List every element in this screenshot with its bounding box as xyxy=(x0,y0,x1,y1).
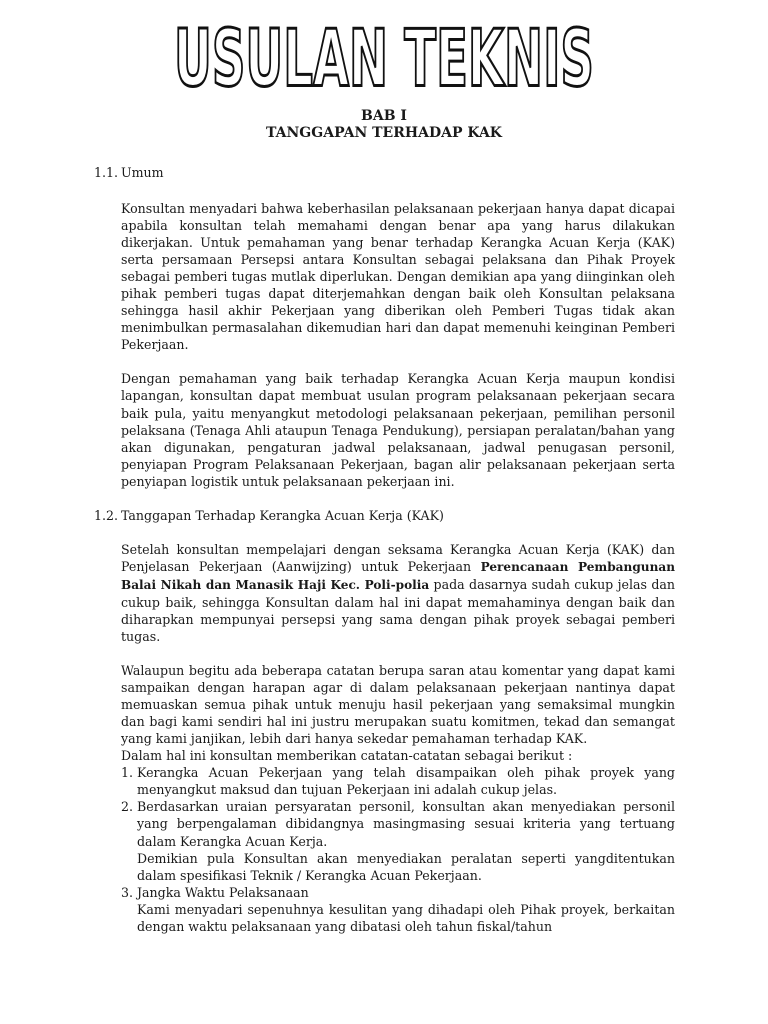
list-marker: 2. xyxy=(121,799,134,815)
list-intro: Dalam hal ini konsultan memberikan catatan-catatan sebagai berikut : xyxy=(121,748,573,764)
list-item xyxy=(121,798,675,883)
paragraph-text: Setelah konsultan mempelajari dengan seksama Kerangka Acuan Kerja (KAK) dan Penjelasan Pekerjaan (Aanwijzing) untuk Pekerjaan xyxy=(121,541,675,574)
paragraph: Walaupun begitu ada beberapa catatan berupa saran atau komentar yang dapat kami sampaikan dengan harapan agar di dalam pelaksanaan pekerjaan nantinya dapat memuaskan semua pihak untuk menuju hasil pekerjaan yang semaksimal mungkin dan bagi kami sendiri hal ini justru merupakan suatu komitmen, tekad dan semangat yang kami janjikan, lebih dari hanya sekedar pemahaman terhadap KAK. xyxy=(121,663,675,747)
section-heading xyxy=(94,507,768,524)
section-title: Umum xyxy=(121,165,164,180)
list-item xyxy=(121,764,675,798)
chapter-title: TANGGAPAN TERHADAP KAK xyxy=(266,125,502,141)
title-banner xyxy=(0,6,768,98)
section-number: 1.2. xyxy=(94,507,119,523)
notes-list xyxy=(0,764,768,934)
list-item-note: Kami menyadari sepenuhnya kesulitan yang dihadapi oleh Pihak proyek, berkaitan dengan waktu pelaksanaan yang dibatasi oleh tahun fiskal/tahun xyxy=(137,901,675,934)
section-number: 1.1. xyxy=(94,165,119,180)
paragraph: Konsultan menyadari bahwa keberhasilan pelaksanaan pekerjaan hanya dapat dicapai apabila konsultan telah memahami dengan benar apa yang harus dilakukan dikerjakan. Untuk pemahaman yang benar terhadap Kerangka Acuan Kerja (KAK) serta persamaan Persepsi antara Konsultan sebagai pelaksana dan Pihak Proyek sebagai pemberi tugas mutlak diperlukan. Dengan demikian apa yang diinginkan oleh pihak pemberi tugas dapat diterjemahkan dengan baik oleh Konsultan pelaksana sehingga hasil akhir Pekerjaan yang diberikan oleh Pemberi Tugas tidak akan menimbulkan permasalahan dikemudian hari dan dapat memenuhi keinginan Pemberi Pekerjaan. xyxy=(121,201,675,353)
paragraph: Dengan pemahaman yang baik terhadap Kerangka Acuan Kerja maupun kondisi lapangan, konsultan dapat membuat usulan program pelaksanaan pekerjaan secara baik pula, yaitu menyangkut metodologi pelaksanaan pekerjaan, pemilihan personil pelaksana (Tenaga Ahli ataupun Tenaga Pendukung), persiapan peralatan/bahan yang akan digunakan, pengaturan jadwal pelaksanaan, jadwal penugasan personil, penyiapan Program Pelaksanaan Pekerjaan, bagan alir pelaksanaan pekerjaan serta penyiapan logistik untuk pelaksanaan pekerjaan ini. xyxy=(121,371,675,489)
chapter-label: BAB I xyxy=(361,108,407,124)
section-heading xyxy=(94,164,768,181)
paragraph-text: pada dasarnya sudah cukup jelas dan cukup baik, sehingga Konsultan dalam hal ini dapat memahaminya dengan baik dan diharapkan mempunyai persepsi yang sama dengan pihak proyek sebagai pemberi tugas. xyxy=(121,576,675,644)
list-item-text: Berdasarkan uraian persyaratan personil, konsultan akan menyediakan personil yang berpengalaman dibidangnya masingmasing sesuai kriteria yang tertuang dalam Kerangka Acuan Kerja. xyxy=(137,799,675,849)
paragraph xyxy=(121,541,675,645)
list-item-text: Kerangka Acuan Pekerjaan yang telah disampaikan oleh pihak proyek yang menyangkut maksud dan tujuan Pekerjaan ini adalah cukup jelas. xyxy=(137,765,675,798)
project-name: Perencanaan Pembangunan Balai Nikah dan Manasik Haji Kec. Poli-polia xyxy=(121,559,675,592)
list-marker: 3. xyxy=(121,884,134,900)
banner-title: USULAN TEKNIS xyxy=(173,14,595,98)
section-title: Tanggapan Terhadap Kerangka Acuan Kerja (KAK) xyxy=(121,507,444,523)
document-body xyxy=(0,164,768,935)
list-marker: 1. xyxy=(121,765,134,781)
list-item xyxy=(121,884,675,935)
list-item-text: Jangka Waktu Pelaksanaan xyxy=(137,884,309,900)
list-item-note: Demikian pula Konsultan akan menyediakan peralatan seperti yangditentukan dalam spesifikasi Teknik / Kerangka Acuan Pekerjaan. xyxy=(137,850,675,883)
